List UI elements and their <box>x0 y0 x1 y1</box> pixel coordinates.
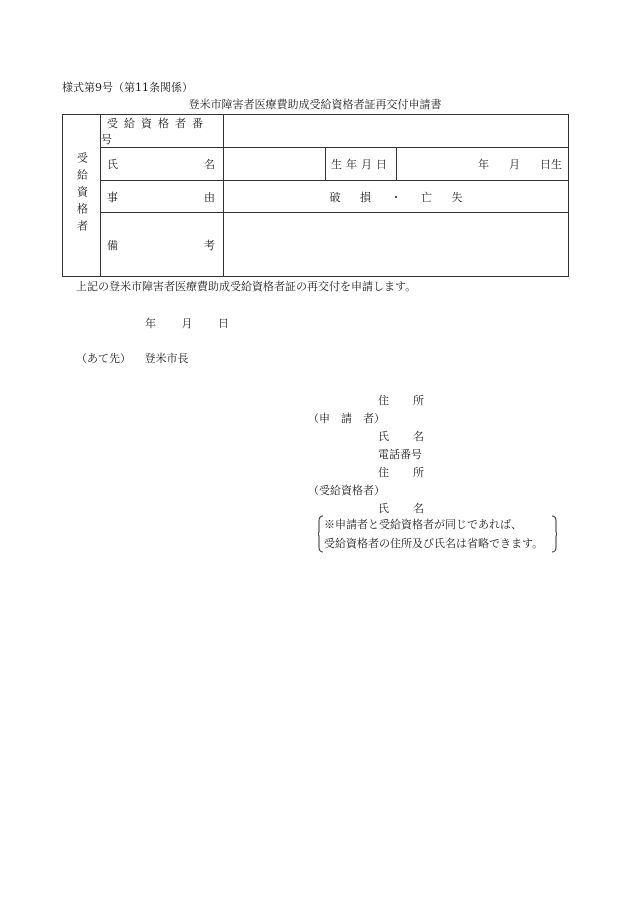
applicant-block <box>308 391 424 517</box>
birth-label-cell <box>326 148 397 181</box>
recipient-name-label-first: 氏 <box>378 501 389 515</box>
cert-number-field[interactable] <box>224 115 569 148</box>
birth-date-field[interactable] <box>397 148 569 181</box>
note-line-1: ※申請者と受給資格者が同じであれば、 <box>324 518 522 531</box>
applicant-name-label-first: 氏 <box>378 429 389 443</box>
application-statement: 上記の登米市障害者医療費助成受給資格者証の再交付を申請します。 <box>76 280 417 293</box>
addressee-name: 登米市長 <box>144 352 189 365</box>
reason-option-char: 破 <box>329 190 341 204</box>
birth-day-unit: 日生 <box>540 158 563 171</box>
recipient-name-label-second: 名 <box>413 501 424 515</box>
application-date <box>145 318 251 329</box>
reason-option-char: 損 <box>360 190 371 204</box>
note-line-2: 受給資格者の住所及び氏名は省略できます。 <box>324 537 544 550</box>
reason-label-second: 由 <box>204 190 215 204</box>
name-label-second: 名 <box>204 158 215 171</box>
side-label-cell <box>63 115 101 277</box>
applicant-address-label-second: 所 <box>413 393 424 407</box>
applicant-name-label-second: 名 <box>413 429 424 443</box>
reason-option-char: 亡 <box>421 190 432 204</box>
app-day-unit: 日 <box>218 317 229 330</box>
cert-number-label: 受給資格者番号 <box>101 117 209 146</box>
reason-label-cell <box>101 181 224 213</box>
recipient-heading: （受給資格者） <box>308 483 385 497</box>
applicant-phone-label: 電話番号 <box>378 447 422 461</box>
applicant-heading: （申 請 者） <box>308 411 385 425</box>
addressee-prefix: （あて先） <box>76 352 131 365</box>
reason-label-first: 事 <box>107 190 118 204</box>
birth-label: 生年月日 <box>331 158 391 171</box>
name-label-cell <box>101 148 224 181</box>
side-label: 受給資格者 <box>75 151 89 237</box>
omission-note <box>318 515 557 553</box>
reason-separator: ・ <box>390 190 402 204</box>
name-label-first: 氏 <box>107 158 118 171</box>
recipient-address-label-second: 所 <box>413 465 424 479</box>
remarks-label-cell <box>101 213 224 277</box>
document-title: 登米市障害者医療費助成受給資格者証再交付申請書 <box>188 98 442 111</box>
form-number: 様式第9号（第11条関係） <box>62 81 193 94</box>
reason-option-char: 失 <box>451 190 463 204</box>
addressee <box>76 353 189 364</box>
recipient-info-table <box>62 114 569 277</box>
app-year-unit: 年 <box>145 317 156 330</box>
remarks-field[interactable] <box>224 213 569 277</box>
birth-year-unit: 年 <box>478 158 490 171</box>
remarks-label-second: 考 <box>204 238 215 252</box>
applicant-address-label-first: 住 <box>378 393 389 407</box>
app-month-unit: 月 <box>181 317 193 330</box>
remarks-label-first: 備 <box>107 238 118 252</box>
birth-month-unit: 月 <box>509 158 521 171</box>
reason-options[interactable] <box>224 181 569 213</box>
cert-number-label-cell <box>101 115 224 148</box>
recipient-address-label-first: 住 <box>378 465 389 479</box>
name-field[interactable] <box>224 148 326 181</box>
